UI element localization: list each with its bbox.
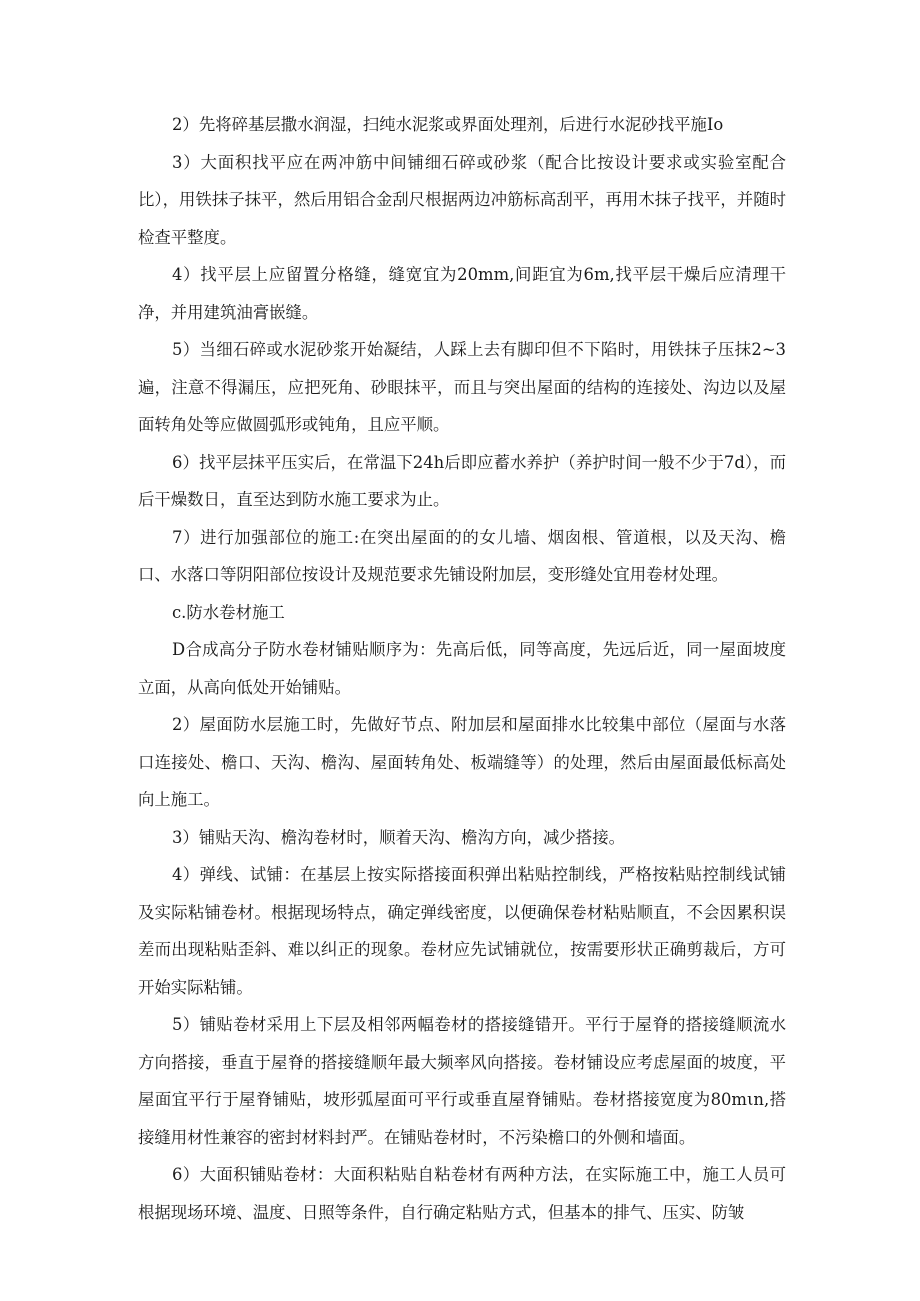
paragraph-leveling-step-2: 2）先将碎基层撒水润湿，扫纯水泥浆或界面处理剂，后进行水泥砂找平施Io: [172, 115, 724, 134]
section-heading-membrane: c.防水卷材施工: [172, 602, 285, 622]
paragraph-membrane-step-4: 4）弹线、试铺：在基层上按实际搭接面积弹出粘贴控制线，严格按粘贴控制线试铺及实际粘铺卷材。根据现场特点，确定弹线密度，以便确保卷材粘贴顺直，不会因累积误差而出现粘贴歪斜、难以纠正的现象。卷材应先试铺就位，按需要形状正确剪裁后，方可开始实际粘铺。: [138, 865, 786, 997]
paragraph-membrane-step-5: 5）铺贴卷材采用上下层及相邻两幅卷材的搭接缝错开。平行于屋脊的搭接缝顺流水方向搭接，垂直于屋脊的搭接缝顺年最大频率风向搭接。卷材铺设应考虑屋面的坡度，平屋面宜平行于屋脊铺贴，坡形弧屋面可平行或垂直屋脊铺贴。卷材搭接宽度为80mιn,搭接缝用材性兼容的密封材料封严。在铺贴卷材时，不污染檐口的外侧和墙面。: [138, 1015, 786, 1147]
paragraph-membrane-step-3: 3）铺贴天沟、檐沟卷材时，顺着天沟、檐沟方向，减少搭接。: [172, 827, 625, 847]
paragraph-membrane-step-2: 2）屋面防水层施工时，先做好节点、附加层和屋面排水比较集中部位（屋面与水落口连接处、檐口、天沟、檐沟、屋面转角处、板端缝等）的处理，然后由屋面最低标高处向上施工。: [138, 715, 786, 809]
paragraph-membrane-step-6: 6）大面积铺贴卷材：大面积粘贴自粘卷材有两种方法，在实际施工中，施工人员可根据现场环境、温度、日照等条件，自行确定粘贴方式，但基本的排气、压实、防皱: [138, 1165, 786, 1222]
paragraph-leveling-step-3: 3）大面积找平应在两冲筋中间铺细石碎或砂浆（配合比按设计要求或实验室配合比），用铁抹子抹平，然后用铝合金刮尺根据两边冲筋标高刮平，再用木抹子找平，并随时检查平整度。: [138, 152, 786, 247]
paragraph-membrane-step-1: D合成高分子防水卷材铺贴顺序为：先高后低，同等高度，先远后近，同一屋面坡度立面，从高向低处开始铺贴。: [138, 640, 786, 697]
paragraph-leveling-step-4: 4）找平层上应留置分格缝，缝宽宜为20mm,间距宜为6m,找平层干燥后应清理干净，并用建筑油膏嵌缝。: [138, 265, 786, 322]
paragraph-leveling-step-7: 7）进行加强部位的施工:在突出屋面的的女儿墙、烟囱根、管道根，以及天沟、檐口、水落口等阴阳部位按设计及规范要求先铺设附加层，变形缝处宜用卷材处理。: [138, 527, 786, 584]
document-body: [138, 106, 786, 1231]
paragraph-leveling-step-5: 5）当细石碎或水泥砂浆开始凝结，人踩上去有脚印但不下陷时，用铁抹子压抹2~3遍，注意不得漏压，应把死角、砂眼抹平，而且与突出屋面的结构的连接处、沟边以及屋面转角处等应做圆弧形或钝角，且应平顺。: [138, 340, 786, 434]
paragraph-leveling-step-6: 6）找平层抹平压实后，在常温下24h后即应蓄水养护（养护时间一般不少于7d），而后干燥数日，直至达到防水施工要求为止。: [138, 452, 786, 509]
